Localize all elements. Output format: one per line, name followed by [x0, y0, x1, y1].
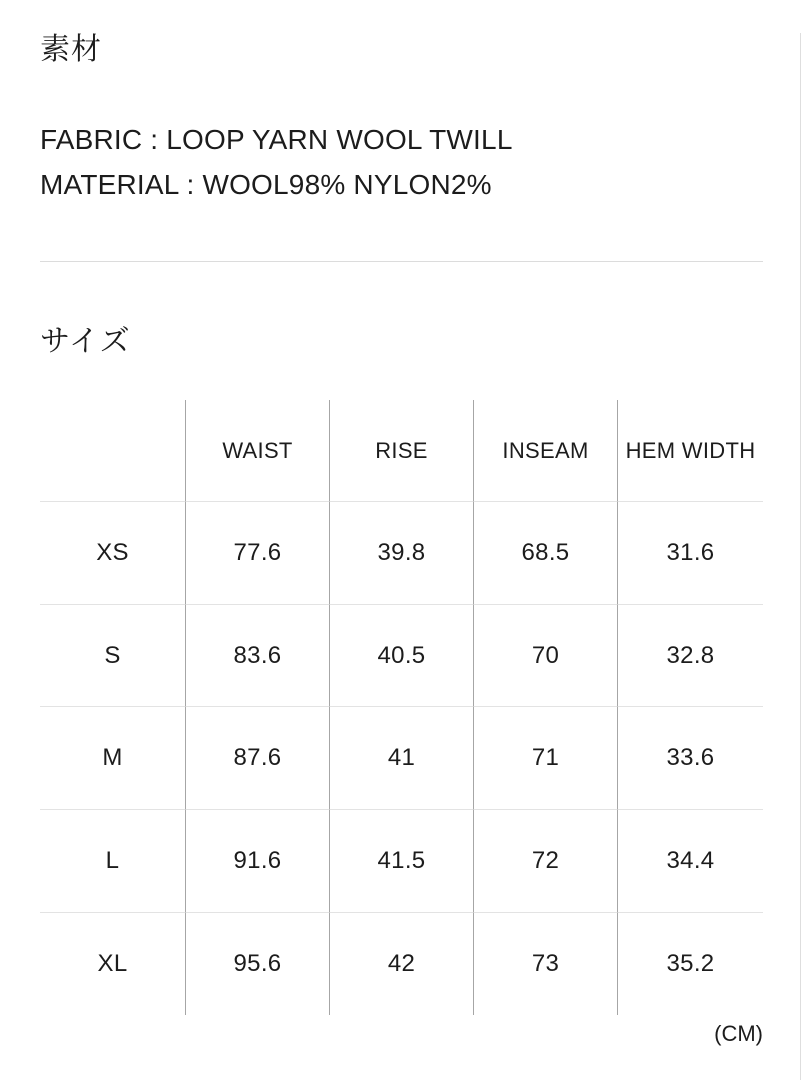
fabric-line: FABRIC : LOOP YARN WOOL TWILL	[40, 124, 513, 155]
size-label-m: M	[40, 707, 185, 810]
size-value: 32.8	[617, 605, 763, 707]
size-label-s: S	[40, 605, 185, 707]
column-header-waist: WAIST	[185, 400, 329, 502]
material-section	[0, 33, 803, 207]
size-section	[0, 325, 803, 1046]
size-value: 83.6	[185, 605, 329, 707]
unit-note: (CM)	[714, 1021, 763, 1046]
size-value: 41	[329, 707, 473, 810]
size-label-l: L	[40, 810, 185, 913]
column-header-blank	[40, 400, 185, 502]
size-value: 68.5	[473, 502, 617, 605]
material-info	[40, 117, 763, 207]
size-value: 70	[473, 605, 617, 707]
size-value: 71	[473, 707, 617, 810]
material-line: MATERIAL : WOOL98% NYLON2%	[40, 169, 492, 200]
size-label-xs: XS	[40, 502, 185, 605]
size-label-xl: XL	[97, 950, 128, 977]
size-value: 72	[473, 810, 617, 913]
size-value: 95.6	[185, 913, 329, 1015]
size-value: 41.5	[329, 810, 473, 913]
size-value: 73	[473, 913, 617, 1015]
size-table	[40, 400, 763, 1015]
size-heading: サイズ	[40, 325, 131, 358]
size-value: 35.2	[617, 913, 763, 1015]
size-value: 34.4	[617, 810, 763, 913]
column-header-inseam: INSEAM	[473, 400, 617, 502]
page-edge-divider	[800, 33, 801, 1080]
size-value: 87.6	[185, 707, 329, 810]
size-value: 31.6	[617, 502, 763, 605]
section-divider	[40, 261, 763, 262]
size-value: 42	[329, 913, 473, 1015]
size-value: 77.6	[185, 502, 329, 605]
size-value: 40.5	[329, 605, 473, 707]
size-value: 39.8	[329, 502, 473, 605]
size-value: 91.6	[185, 810, 329, 913]
size-value: 33.6	[617, 707, 763, 810]
column-header-rise: RISE	[329, 400, 473, 502]
material-heading: 素材	[40, 33, 102, 66]
column-header-hem-width: HEM WIDTH	[617, 400, 763, 502]
